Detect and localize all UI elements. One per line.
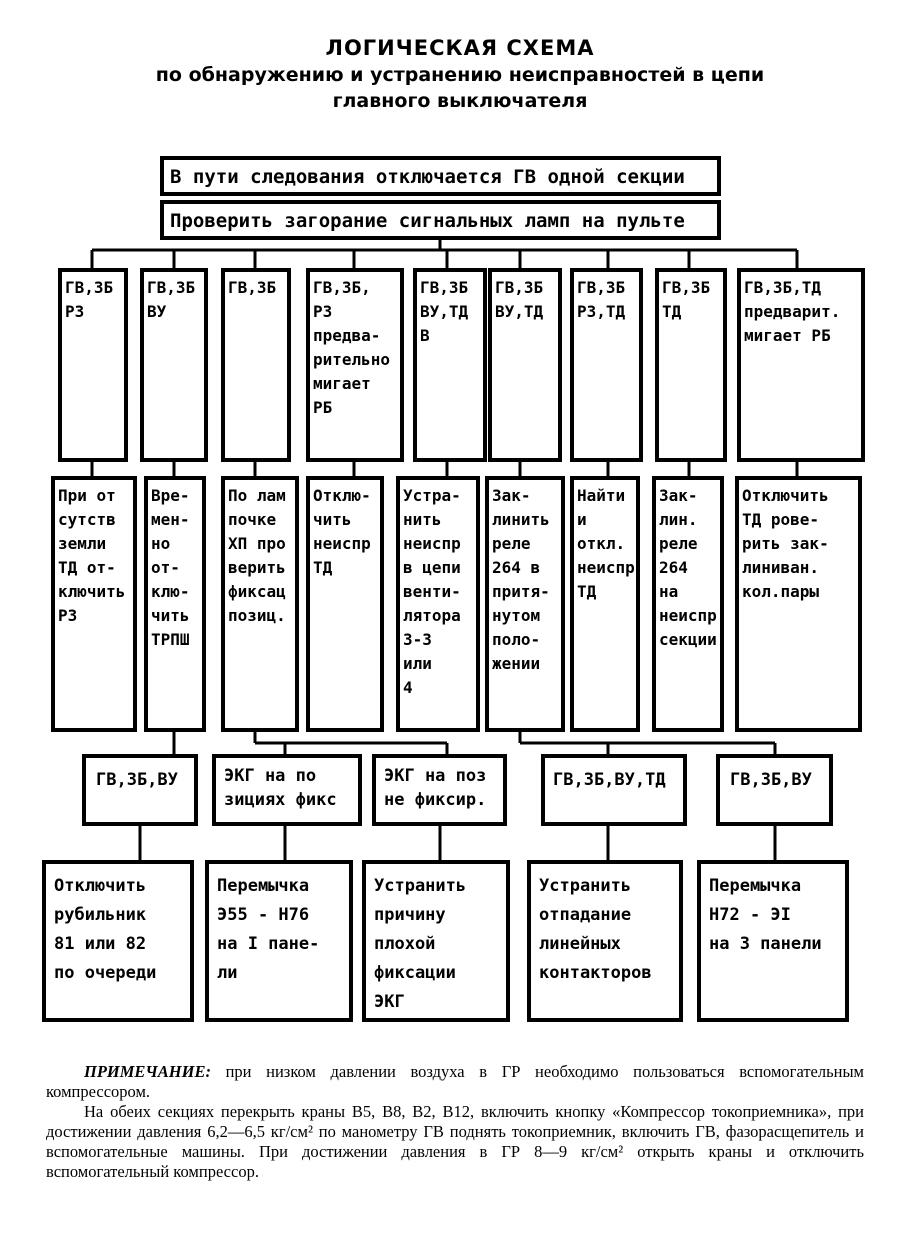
remedy-box-2: Перемычка Э55 - Н76 на I пане- ли: [205, 860, 353, 1022]
action-box-4: Отклю- чить неиспр ТД: [306, 476, 384, 732]
remedy-box-5: Перемычка Н72 - ЭI на 3 панели: [697, 860, 849, 1022]
indication-box-4: ГВ,ЗБ, РЗ предва- рительно мигает РБ: [306, 268, 404, 462]
footnote-label: ПРИМЕЧАНИЕ:: [84, 1062, 211, 1081]
footnote-paragraph-2: На обеих секциях перекрыть краны В5, В8, В2, В12, включить кнопку «Компрессор токоприемника», при достижении давления 6,2—6,5 кг/см² по манометру ГВ поднять токоприемник, включить ГВ, фазорасщепитель и вспомогательные машины. При достижении давления в ГР 8—9 кг/см² открыть краны и отключить вспомогательный компрессор.: [46, 1102, 864, 1181]
remedy-box-3: Устранить причину плохой фиксации ЭКГ: [362, 860, 510, 1022]
indication-box-7: ГВ,ЗБ РЗ,ТД: [570, 268, 643, 462]
action-box-5: Устра- нить неиспр в цепи венти- лятора 3-3 или 4: [396, 476, 480, 732]
diagram-title: ЛОГИЧЕСКАЯ СХЕМА: [325, 36, 595, 60]
indication-box-3: ГВ,ЗБ: [221, 268, 291, 462]
check-lamps-box: Проверить загорание сигнальных ламп на пульте: [160, 200, 721, 240]
action-box-9: Отключить ТД рове- рить зак- линиван. кол.пары: [735, 476, 862, 732]
diagram-subtitle-line-1: по обнаружению и устранению неисправностей в цепи: [155, 64, 765, 86]
footnote-paragraph-1: [46, 1062, 864, 1102]
indication-box-8: ГВ,ЗБ ТД: [655, 268, 727, 462]
condition-box-1: ГВ,ЗБ,ВУ: [82, 754, 198, 826]
indication-box-6: ГВ,ЗБ ВУ,ТД: [488, 268, 562, 462]
condition-box-2: ЭКГ на по зициях фикс: [212, 754, 362, 826]
trigger-event-box: В пути следования отключается ГВ одной секции: [160, 156, 721, 196]
indication-box-9: ГВ,ЗБ,ТД предварит. мигает РБ: [737, 268, 865, 462]
condition-box-3: ЭКГ на поз не фиксир.: [372, 754, 507, 826]
remedy-box-1: Отключить рубильник 81 или 82 по очереди: [42, 860, 194, 1022]
footnote: [46, 1062, 864, 1182]
action-box-2: Вре- мен- но от- клю- чить ТРПШ: [144, 476, 206, 732]
action-box-3: По лам почке ХП про верить фиксац позиц.: [221, 476, 299, 732]
remedy-box-4: Устранить отпадание линейных контакторов: [527, 860, 683, 1022]
footnote-text-1: при низком давлении воздуха в ГР необходимо пользоваться вспомогательным компрессором.: [46, 1062, 864, 1101]
action-box-1: При от сутств земли ТД от- ключить РЗ: [51, 476, 137, 732]
indication-box-2: ГВ,ЗБ ВУ: [140, 268, 208, 462]
condition-box-5: ГВ,ЗБ,ВУ: [716, 754, 833, 826]
action-box-7: Найти и откл. неиспр ТД: [570, 476, 640, 732]
action-box-8: Зак- лин. реле 264 на неиспр секции: [652, 476, 724, 732]
indication-box-5: ГВ,ЗБ ВУ,ТД В: [413, 268, 487, 462]
diagram-subtitle-line-2: главного выключателя: [332, 90, 588, 112]
action-box-6: Зак- линить реле 264 в притя- нутом поло- жении: [485, 476, 565, 732]
indication-box-1: ГВ,ЗБ РЗ: [58, 268, 128, 462]
condition-box-4: ГВ,ЗБ,ВУ,ТД: [541, 754, 687, 826]
